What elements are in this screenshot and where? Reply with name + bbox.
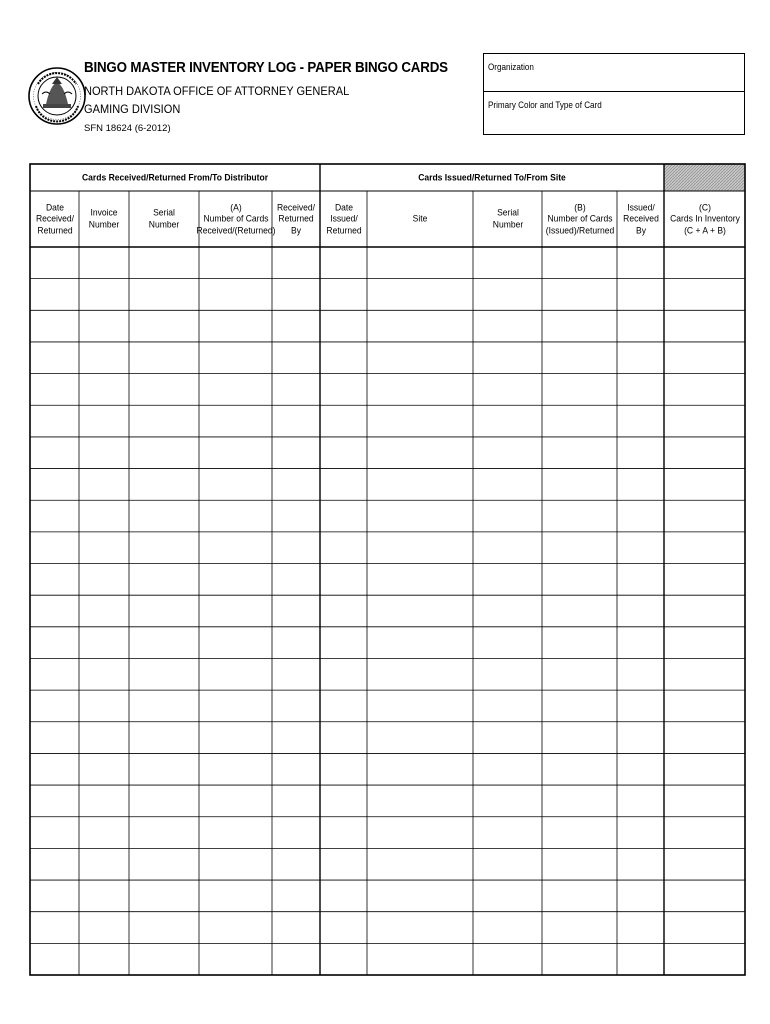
column-header-text: Returned [325, 224, 362, 236]
column-header-text: Number [148, 219, 180, 230]
column-header-text: Serial [496, 207, 519, 219]
agency-name: NORTH DAKOTA OFFICE OF ATTORNEY GENERAL [84, 84, 350, 98]
column-header-text: Issued/ [329, 213, 358, 225]
column-header-text: Cards In Inventory [669, 213, 740, 225]
group-header-distributor: Cards Received/Returned From/To Distributor [81, 171, 269, 183]
form-number: SFN 18624 (6-2012) [84, 123, 171, 134]
column-header-text: By [635, 224, 646, 236]
column-header-text: Site [412, 213, 428, 225]
column-header-text: Issued/ [626, 201, 655, 213]
column-header-text: (C) [698, 201, 711, 213]
division-name: GAMING DIVISION [84, 102, 181, 116]
group-header-site: Cards Issued/Returned To/From Site [418, 171, 566, 183]
form-title: BINGO MASTER INVENTORY LOG - PAPER BINGO CARDS [84, 60, 448, 76]
column-header-text: Received/(Returned) [196, 224, 275, 236]
column-header-text: Returned [36, 224, 73, 236]
organization-label: Organization [488, 62, 534, 72]
column-header-text: Received [622, 213, 659, 225]
column-header-text: (B) [573, 201, 586, 213]
column-header-text: Returned [278, 213, 314, 225]
column-header-text: (C + A + B) [683, 224, 726, 236]
column-header-text: Received/ [35, 213, 74, 225]
column-header-text: Number of Cards [546, 213, 613, 225]
column-header-text: Invoice [90, 207, 118, 219]
column-header-text: Number [88, 219, 120, 230]
column-header-text: Received/ [276, 201, 316, 213]
column-header-text: By [291, 224, 301, 236]
column-header-text: Number of Cards [202, 213, 269, 225]
shaded-header-cell [664, 164, 745, 191]
table-border [30, 164, 745, 975]
column-header-text: (A) [229, 201, 242, 213]
card-type-label: Primary Color and Type of Card [488, 100, 602, 110]
column-header-text: (Issued)/Returned [545, 224, 614, 236]
column-header-text: Number [492, 219, 523, 230]
column-header-text: Date [334, 201, 353, 213]
column-header-text: Serial [153, 207, 175, 219]
column-header-text: Date [45, 201, 64, 213]
